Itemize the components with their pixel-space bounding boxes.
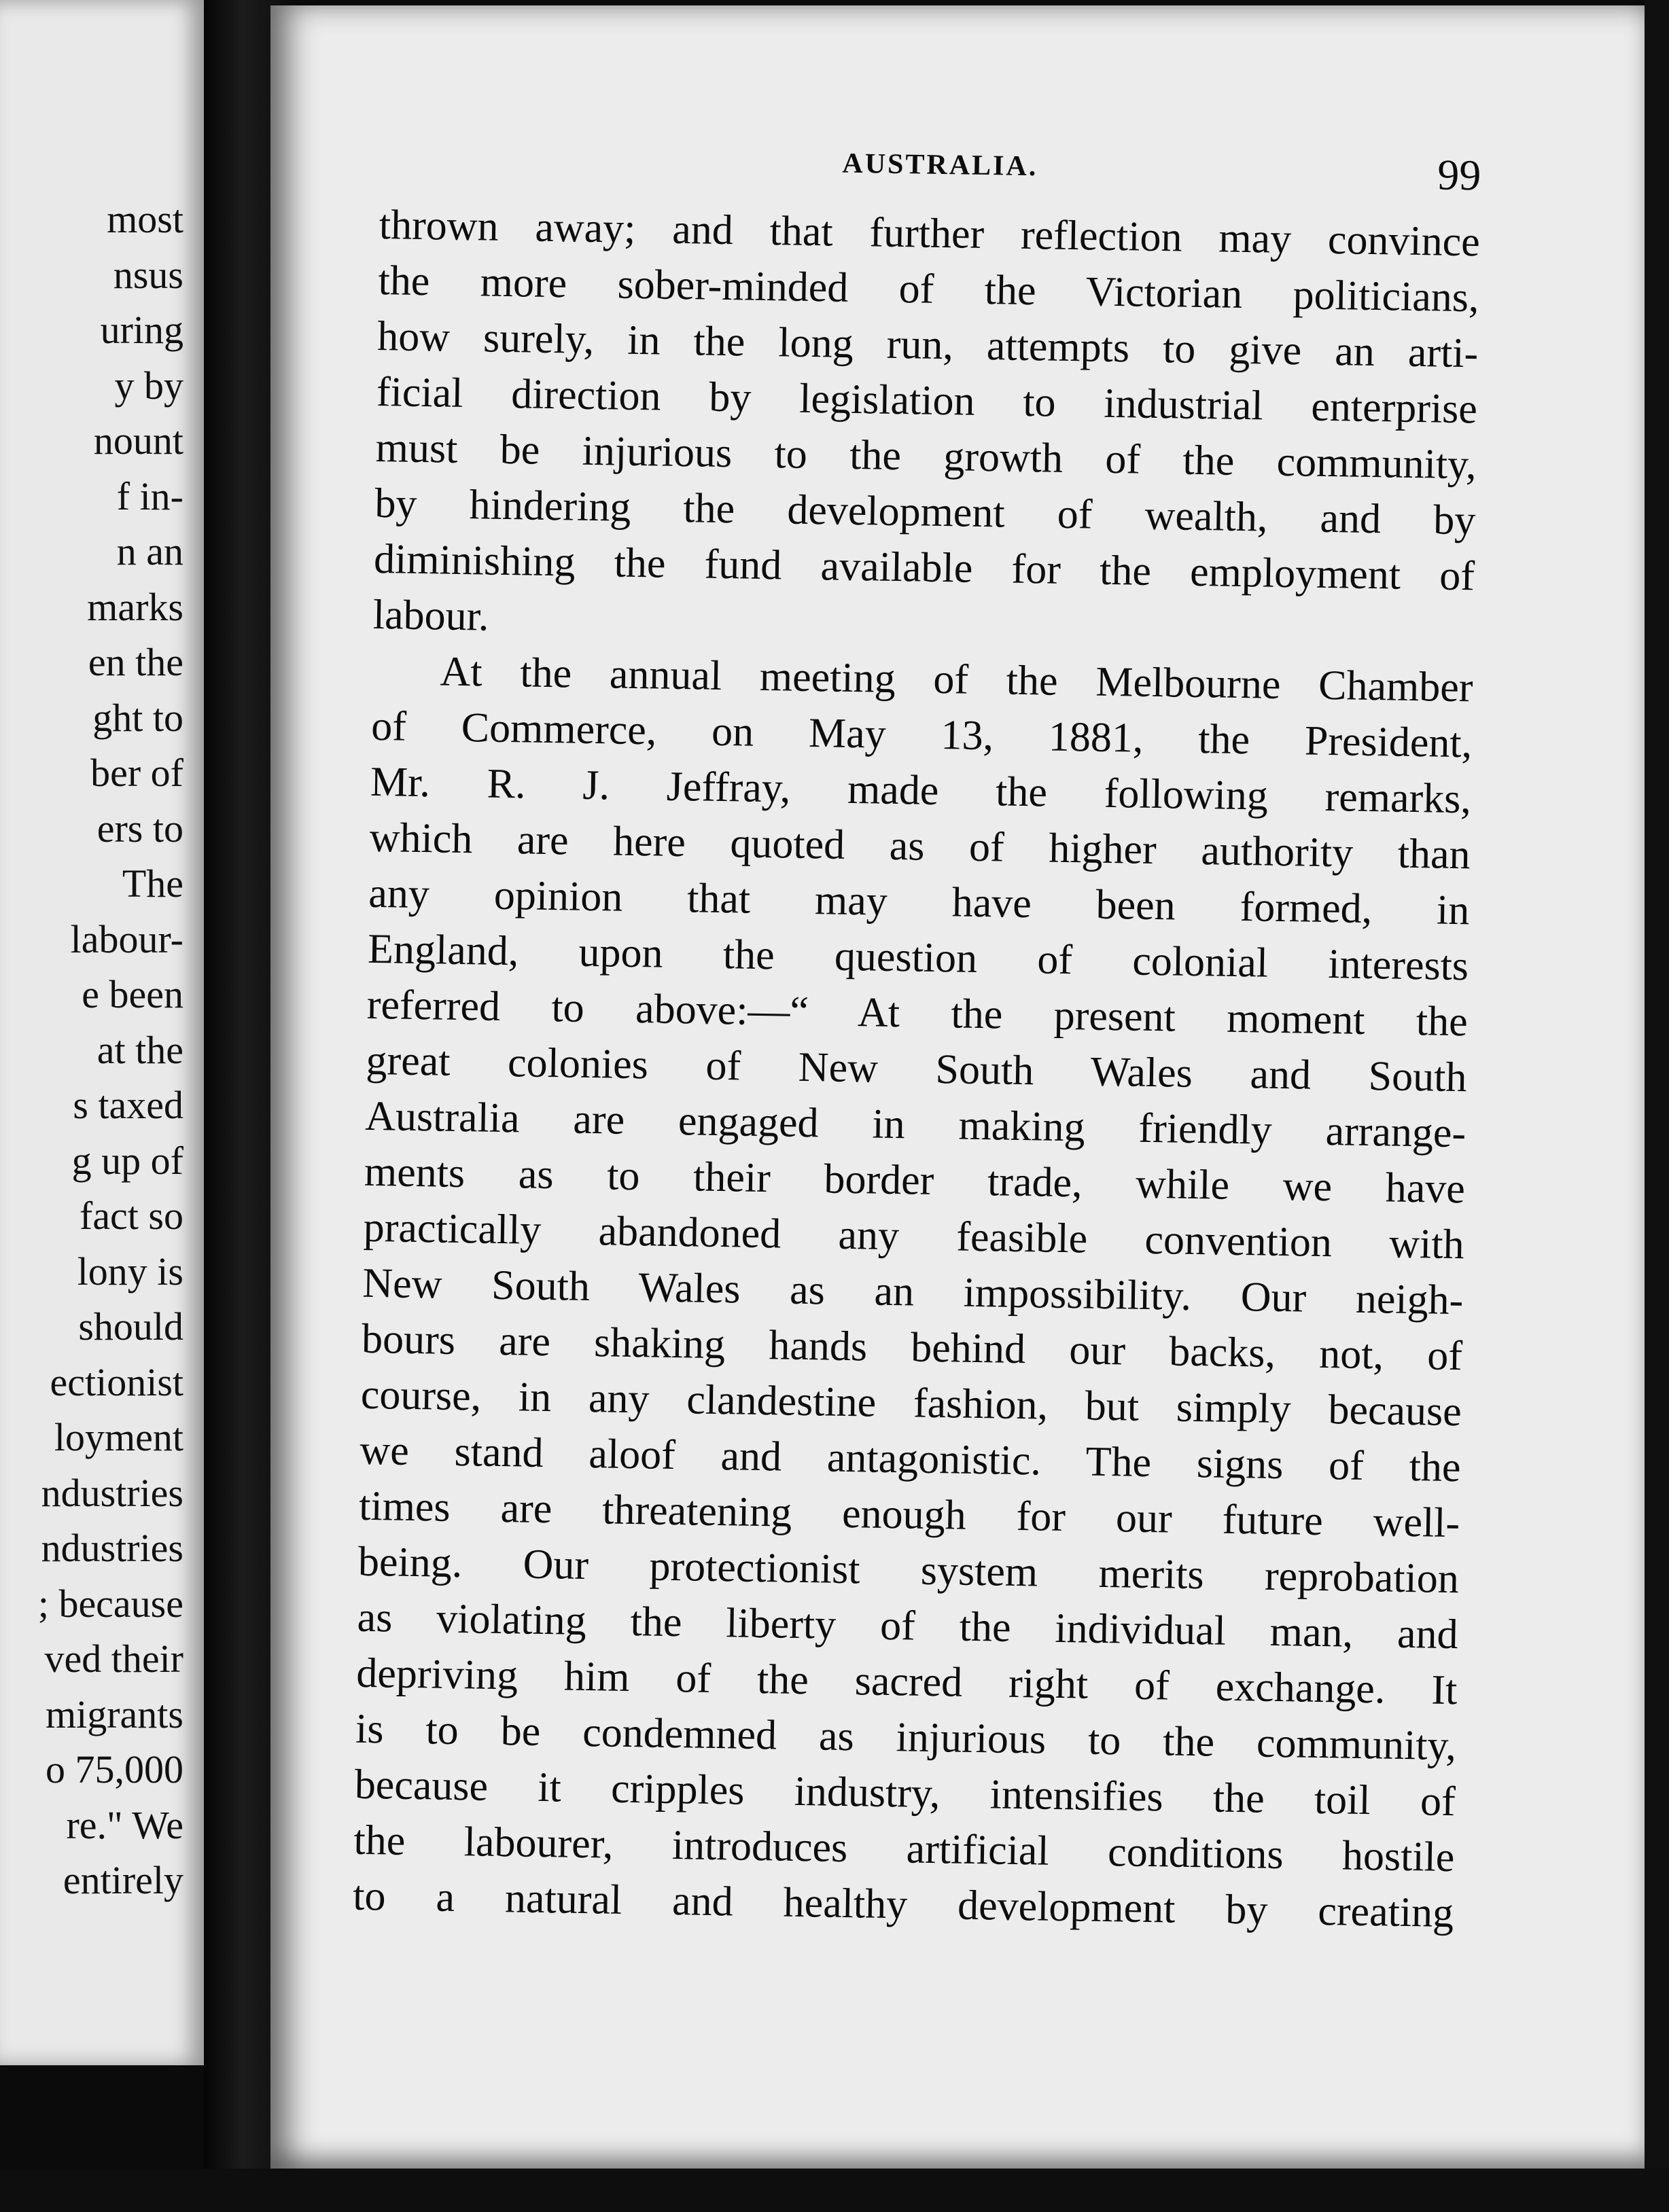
paragraph-2-line: ments as to their border trade, while we have (364, 1148, 1466, 1213)
paragraph-1-line: ficial direction by legislation to industrial enterprise (376, 368, 1478, 433)
paragraph-2-line: Mr. R. J. Jeffray, made the following remarks, (370, 758, 1472, 823)
previous-page-line: migrants (46, 1692, 183, 1736)
previous-page-line: ectionist (50, 1359, 183, 1404)
paragraph-2-line: New South Wales as an impossibility. Our neigh- (362, 1260, 1464, 1324)
previous-page-line: lony is (77, 1249, 183, 1294)
previous-page-line: ght to (92, 695, 183, 740)
paragraph-2-line: practically abandoned any feasible convention with (363, 1204, 1465, 1268)
paragraph-2-line: referred to above:—“ At the present moment the (366, 981, 1469, 1046)
previous-page-line: ber of (90, 751, 183, 795)
previous-page-line: en the (88, 640, 183, 684)
paragraph-2-line: the labourer, introduces artificial conditions hostile (353, 1817, 1455, 1881)
paragraph-1-line: the more sober-minded of the Victorian politicians, (378, 257, 1479, 321)
previous-page-line: s taxed (73, 1083, 183, 1127)
paragraph-1 (372, 197, 1480, 660)
previous-page-line: uring (100, 308, 183, 352)
paragraph-2-line: England, upon the question of colonial interests (367, 925, 1469, 990)
previous-page-line: n an (116, 529, 183, 573)
paragraph-2-line: At the annual meeting of the Melbourne Chamber (440, 648, 1473, 711)
page-number: 99 (1437, 150, 1481, 200)
paragraph-2-line: any opinion that may have been formed, in (368, 870, 1470, 934)
paragraph-2-line: bours are shaking hands behind our backs, not, of (361, 1315, 1463, 1380)
paragraph-1-line: labour. (372, 591, 489, 640)
paragraph-2-line: great colonies of New South Wales and South (366, 1037, 1467, 1101)
previous-page-line: ers to (96, 806, 183, 851)
paragraph-2-line: being. Our protectionist system merits reprobation (357, 1538, 1460, 1603)
paragraph-2-line: which are here quoted as of higher authority than (369, 814, 1471, 878)
paragraph-1-line: how surely, in the long run, attempts to give an arti- (376, 313, 1479, 377)
paragraph-1-line: diminishing the fund available for the employment of (373, 535, 1475, 600)
paragraph-1-line: must be injurious to the growth of the community, (375, 424, 1477, 488)
page-content (353, 136, 1481, 1941)
paragraph-2-line: we stand aloof and antagonistic. The signs of the (359, 1427, 1461, 1491)
paragraph-2-line: because it cripples industry, intensifies the toil of (354, 1761, 1456, 1825)
previous-page-line: The (122, 861, 183, 906)
previous-page-line: ; because (37, 1581, 183, 1626)
paragraph-2-line: is to be condemned as injurious to the community, (355, 1705, 1457, 1770)
previous-page-text (0, 192, 183, 1908)
scan-border (0, 2169, 1669, 2212)
previous-page-line: o 75,000 (46, 1747, 183, 1791)
previous-page-line: loyment (54, 1415, 183, 1459)
paragraph-2-line: Australia are engaged in making friendly arrange- (364, 1092, 1466, 1157)
page-edge (1645, 0, 1669, 2212)
previous-page-line: most (107, 197, 183, 241)
previous-page-line: nsus (113, 252, 183, 297)
previous-page-line: should (78, 1304, 183, 1349)
previous-page-line: ndustries (41, 1526, 183, 1570)
running-title: AUSTRALIA. (842, 147, 1038, 183)
previous-page-line: ved their (44, 1637, 183, 1681)
previous-page-line: fact so (80, 1194, 183, 1238)
paragraph-2 (353, 643, 1473, 1941)
paragraph-2-line: course, in any clandestine fashion, but simply because (360, 1371, 1462, 1435)
previous-page-line: ndustries (41, 1470, 183, 1515)
paragraph-2-line: depriving him of the sacred right of exchange. It (355, 1649, 1458, 1714)
paragraph-2-line: as violating the liberty of the individual man, and (357, 1594, 1459, 1658)
paragraph-1-line: thrown away; and that further reflection may convince (379, 201, 1481, 266)
paragraph-1-line: by hindering the development of wealth, and by (374, 480, 1476, 544)
previous-page-line: at the (96, 1027, 183, 1072)
paragraph-2-line: of Commerce, on May 13, 1881, the President, (370, 702, 1473, 767)
previous-page-line: f in- (116, 474, 183, 518)
previous-page-line: re." We (66, 1802, 183, 1847)
previous-page-line: g up of (71, 1138, 183, 1183)
paragraph-2-line: times are threatening enough for our future well- (358, 1482, 1460, 1547)
paragraph-2-line: to a natural and healthy development by creating (352, 1872, 1454, 1937)
previous-page (0, 0, 204, 2065)
previous-page-line: entirely (63, 1858, 183, 1902)
previous-page-line: marks (87, 584, 183, 629)
previous-page-line: nount (93, 418, 183, 463)
previous-page-line: e been (82, 972, 183, 1016)
previous-page-line: labour- (70, 916, 183, 961)
previous-page-line: y by (114, 363, 183, 408)
